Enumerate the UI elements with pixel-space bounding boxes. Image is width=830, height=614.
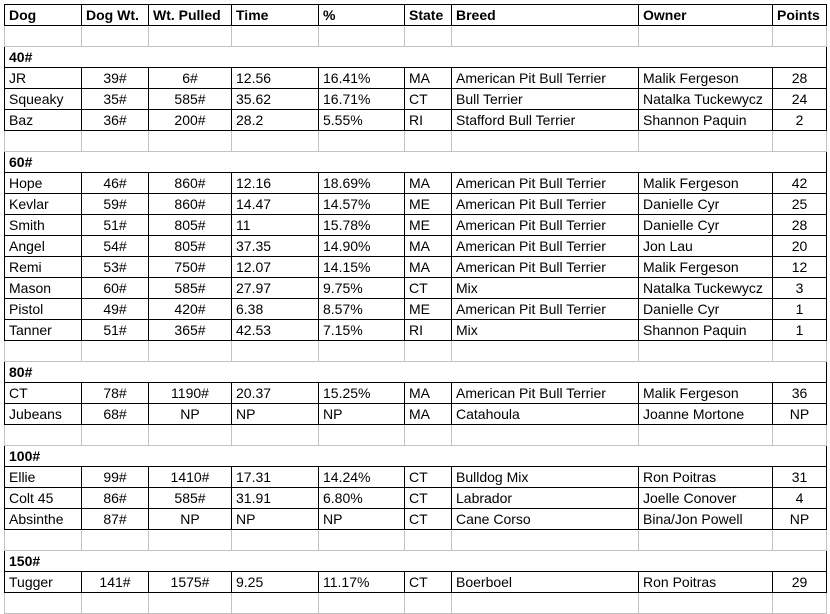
cell-dog: Angel — [5, 236, 82, 257]
cell-dog-wt: 78# — [82, 383, 149, 404]
cell-percent: 15.25% — [319, 383, 405, 404]
cell-points: 28 — [773, 68, 827, 89]
cell-dog-wt: 49# — [82, 299, 149, 320]
cell-percent: 14.15% — [319, 257, 405, 278]
table-body — [5, 5, 827, 614]
cell-breed: American Pit Bull Terrier — [452, 68, 639, 89]
spacer-cell — [5, 341, 82, 362]
results-table — [4, 4, 827, 614]
cell-points: 31 — [773, 467, 827, 488]
cell-dog-wt: 68# — [82, 404, 149, 425]
cell-dog-wt: 86# — [82, 488, 149, 509]
spacer-cell — [232, 341, 319, 362]
cell-points: 2 — [773, 110, 827, 131]
cell-time: 20.37 — [232, 383, 319, 404]
cell-dog: JR — [5, 68, 82, 89]
data-row — [5, 173, 827, 194]
spacer-cell — [639, 593, 773, 614]
section-label: 60# — [5, 152, 827, 173]
cell-dog: Pistol — [5, 299, 82, 320]
spacer-cell — [452, 425, 639, 446]
cell-breed: Cane Corso — [452, 509, 639, 530]
cell-time: 27.97 — [232, 278, 319, 299]
cell-dog: Tugger — [5, 572, 82, 593]
section-header-row — [5, 551, 827, 572]
cell-state: RI — [405, 110, 452, 131]
spacer-row — [5, 341, 827, 362]
cell-percent: 9.75% — [319, 278, 405, 299]
spacer-cell — [232, 425, 319, 446]
cell-points: 36 — [773, 383, 827, 404]
data-row — [5, 110, 827, 131]
cell-breed: Mix — [452, 278, 639, 299]
cell-state: CT — [405, 488, 452, 509]
cell-points: NP — [773, 509, 827, 530]
cell-percent: 8.57% — [319, 299, 405, 320]
cell-dog-wt: 36# — [82, 110, 149, 131]
column-header-owner: Owner — [639, 5, 773, 26]
cell-state: ME — [405, 299, 452, 320]
spacer-cell — [232, 26, 319, 47]
spacer-cell — [232, 593, 319, 614]
spacer-cell — [405, 425, 452, 446]
spacer-row — [5, 131, 827, 152]
cell-points: 25 — [773, 194, 827, 215]
section-header-row — [5, 47, 827, 68]
cell-owner: Ron Poitras — [639, 467, 773, 488]
section-label: 80# — [5, 362, 827, 383]
cell-time: 42.53 — [232, 320, 319, 341]
data-row — [5, 383, 827, 404]
cell-points: 12 — [773, 257, 827, 278]
cell-owner: Joelle Conover — [639, 488, 773, 509]
spacer-cell — [405, 26, 452, 47]
cell-breed: Boerboel — [452, 572, 639, 593]
spacer-cell — [639, 26, 773, 47]
cell-percent: 18.69% — [319, 173, 405, 194]
spacer-cell — [149, 530, 232, 551]
cell-wt-pulled: 1410# — [149, 467, 232, 488]
cell-wt-pulled: NP — [149, 404, 232, 425]
cell-dog: Ellie — [5, 467, 82, 488]
cell-wt-pulled: 805# — [149, 215, 232, 236]
cell-state: MA — [405, 257, 452, 278]
cell-dog: Baz — [5, 110, 82, 131]
cell-percent: 7.15% — [319, 320, 405, 341]
cell-percent: 5.55% — [319, 110, 405, 131]
cell-wt-pulled: 750# — [149, 257, 232, 278]
cell-points: 3 — [773, 278, 827, 299]
cell-owner: Natalka Tuckewycz — [639, 89, 773, 110]
spacer-cell — [452, 131, 639, 152]
cell-breed: American Pit Bull Terrier — [452, 173, 639, 194]
cell-owner: Jon Lau — [639, 236, 773, 257]
spacer-cell — [405, 530, 452, 551]
spacer-cell — [319, 26, 405, 47]
cell-points: 4 — [773, 488, 827, 509]
cell-time: 37.35 — [232, 236, 319, 257]
cell-points: 29 — [773, 572, 827, 593]
cell-state: CT — [405, 572, 452, 593]
spacer-cell — [149, 341, 232, 362]
cell-wt-pulled: NP — [149, 509, 232, 530]
column-header-state: State — [405, 5, 452, 26]
cell-time: NP — [232, 509, 319, 530]
cell-percent: 14.57% — [319, 194, 405, 215]
cell-breed: Labrador — [452, 488, 639, 509]
cell-owner: Ron Poitras — [639, 572, 773, 593]
spacer-cell — [149, 131, 232, 152]
column-header-dog-wt: Dog Wt. — [82, 5, 149, 26]
spacer-cell — [82, 341, 149, 362]
cell-time: 9.25 — [232, 572, 319, 593]
cell-wt-pulled: 1190# — [149, 383, 232, 404]
cell-time: 28.2 — [232, 110, 319, 131]
cell-state: MA — [405, 383, 452, 404]
cell-percent: 11.17% — [319, 572, 405, 593]
cell-breed: American Pit Bull Terrier — [452, 194, 639, 215]
section-header-row — [5, 446, 827, 467]
spacer-cell — [319, 593, 405, 614]
cell-time: 35.62 — [232, 89, 319, 110]
spacer-cell — [452, 341, 639, 362]
cell-wt-pulled: 585# — [149, 89, 232, 110]
cell-wt-pulled: 585# — [149, 278, 232, 299]
cell-breed: American Pit Bull Terrier — [452, 257, 639, 278]
cell-time: 31.91 — [232, 488, 319, 509]
cell-time: 11 — [232, 215, 319, 236]
cell-state: CT — [405, 509, 452, 530]
cell-dog: Colt 45 — [5, 488, 82, 509]
spacer-cell — [232, 131, 319, 152]
cell-dog: Remi — [5, 257, 82, 278]
cell-dog-wt: 60# — [82, 278, 149, 299]
cell-wt-pulled: 200# — [149, 110, 232, 131]
cell-owner: Malik Fergeson — [639, 173, 773, 194]
cell-dog-wt: 35# — [82, 89, 149, 110]
cell-dog-wt: 46# — [82, 173, 149, 194]
cell-breed: American Pit Bull Terrier — [452, 383, 639, 404]
cell-time: 17.31 — [232, 467, 319, 488]
cell-wt-pulled: 860# — [149, 173, 232, 194]
spacer-cell — [639, 131, 773, 152]
cell-wt-pulled: 805# — [149, 236, 232, 257]
cell-dog: Kevlar — [5, 194, 82, 215]
spacer-cell — [639, 341, 773, 362]
spacer-cell — [319, 131, 405, 152]
spacer-cell — [639, 425, 773, 446]
cell-percent: 15.78% — [319, 215, 405, 236]
spacer-cell — [639, 530, 773, 551]
spacer-cell — [5, 593, 82, 614]
spacer-cell — [773, 530, 827, 551]
cell-breed: American Pit Bull Terrier — [452, 299, 639, 320]
cell-dog: Squeaky — [5, 89, 82, 110]
section-label: 40# — [5, 47, 827, 68]
cell-percent: 14.24% — [319, 467, 405, 488]
spacer-row — [5, 530, 827, 551]
cell-wt-pulled: 585# — [149, 488, 232, 509]
cell-points: 24 — [773, 89, 827, 110]
column-header-breed: Breed — [452, 5, 639, 26]
cell-dog: Jubeans — [5, 404, 82, 425]
column-header-time: Time — [232, 5, 319, 26]
cell-owner: Danielle Cyr — [639, 194, 773, 215]
spacer-cell — [232, 530, 319, 551]
cell-state: MA — [405, 404, 452, 425]
cell-breed: Stafford Bull Terrier — [452, 110, 639, 131]
data-row — [5, 236, 827, 257]
cell-dog-wt: 51# — [82, 215, 149, 236]
data-row — [5, 488, 827, 509]
data-row — [5, 509, 827, 530]
column-header-dog: Dog — [5, 5, 82, 26]
cell-time: 12.07 — [232, 257, 319, 278]
section-header-row — [5, 152, 827, 173]
spacer-cell — [5, 425, 82, 446]
cell-wt-pulled: 365# — [149, 320, 232, 341]
cell-dog: CT — [5, 383, 82, 404]
cell-owner: Shannon Paquin — [639, 110, 773, 131]
spacer-cell — [149, 26, 232, 47]
data-row — [5, 404, 827, 425]
cell-points: 1 — [773, 299, 827, 320]
spacer-cell — [773, 425, 827, 446]
cell-owner: Malik Fergeson — [639, 68, 773, 89]
section-header-row — [5, 362, 827, 383]
cell-dog: Smith — [5, 215, 82, 236]
cell-time: 12.56 — [232, 68, 319, 89]
data-row — [5, 194, 827, 215]
data-row — [5, 299, 827, 320]
data-row — [5, 278, 827, 299]
cell-owner: Malik Fergeson — [639, 257, 773, 278]
header-row — [5, 5, 827, 26]
cell-dog: Hope — [5, 173, 82, 194]
cell-dog-wt: 51# — [82, 320, 149, 341]
spacer-cell — [5, 530, 82, 551]
spacer-cell — [452, 530, 639, 551]
data-row — [5, 89, 827, 110]
data-row — [5, 320, 827, 341]
spacer-cell — [82, 131, 149, 152]
spacer-cell — [405, 341, 452, 362]
spacer-row — [5, 425, 827, 446]
spacer-row — [5, 593, 827, 614]
cell-percent: 16.71% — [319, 89, 405, 110]
cell-wt-pulled: 6# — [149, 68, 232, 89]
cell-breed: Bull Terrier — [452, 89, 639, 110]
spacer-cell — [773, 26, 827, 47]
spacer-cell — [773, 341, 827, 362]
spacer-cell — [773, 593, 827, 614]
cell-wt-pulled: 1575# — [149, 572, 232, 593]
spacer-row — [5, 26, 827, 47]
cell-owner: Danielle Cyr — [639, 215, 773, 236]
spacer-cell — [405, 131, 452, 152]
cell-owner: Natalka Tuckewycz — [639, 278, 773, 299]
spacer-cell — [149, 593, 232, 614]
cell-state: MA — [405, 236, 452, 257]
data-row — [5, 257, 827, 278]
spacer-cell — [82, 530, 149, 551]
cell-state: RI — [405, 320, 452, 341]
column-header-percent: % — [319, 5, 405, 26]
cell-owner: Joanne Mortone — [639, 404, 773, 425]
cell-points: 28 — [773, 215, 827, 236]
cell-points: NP — [773, 404, 827, 425]
column-header-wt-pulled: Wt. Pulled — [149, 5, 232, 26]
cell-time: NP — [232, 404, 319, 425]
spacer-cell — [452, 26, 639, 47]
cell-dog: Mason — [5, 278, 82, 299]
cell-dog-wt: 141# — [82, 572, 149, 593]
cell-dog-wt: 59# — [82, 194, 149, 215]
column-header-points: Points — [773, 5, 827, 26]
cell-owner: Bina/Jon Powell — [639, 509, 773, 530]
cell-percent: NP — [319, 404, 405, 425]
cell-state: CT — [405, 89, 452, 110]
cell-breed: American Pit Bull Terrier — [452, 215, 639, 236]
spacer-cell — [82, 593, 149, 614]
spacer-cell — [319, 530, 405, 551]
data-row — [5, 572, 827, 593]
data-row — [5, 68, 827, 89]
cell-dog-wt: 53# — [82, 257, 149, 278]
cell-percent: 16.41% — [319, 68, 405, 89]
cell-owner: Shannon Paquin — [639, 320, 773, 341]
cell-time: 14.47 — [232, 194, 319, 215]
cell-dog: Absinthe — [5, 509, 82, 530]
cell-state: ME — [405, 194, 452, 215]
spacer-cell — [149, 425, 232, 446]
cell-wt-pulled: 860# — [149, 194, 232, 215]
cell-percent: 6.80% — [319, 488, 405, 509]
cell-breed: Bulldog Mix — [452, 467, 639, 488]
data-row — [5, 215, 827, 236]
cell-state: CT — [405, 278, 452, 299]
spacer-cell — [5, 26, 82, 47]
cell-breed: American Pit Bull Terrier — [452, 236, 639, 257]
cell-wt-pulled: 420# — [149, 299, 232, 320]
spacer-cell — [452, 593, 639, 614]
spacer-cell — [405, 593, 452, 614]
spacer-cell — [5, 131, 82, 152]
cell-state: MA — [405, 68, 452, 89]
cell-dog-wt: 87# — [82, 509, 149, 530]
spacer-cell — [773, 131, 827, 152]
cell-state: MA — [405, 173, 452, 194]
spacer-cell — [319, 425, 405, 446]
cell-percent: NP — [319, 509, 405, 530]
cell-dog-wt: 99# — [82, 467, 149, 488]
spacer-cell — [319, 341, 405, 362]
spacer-cell — [82, 425, 149, 446]
data-row — [5, 467, 827, 488]
cell-time: 6.38 — [232, 299, 319, 320]
cell-owner: Danielle Cyr — [639, 299, 773, 320]
cell-points: 20 — [773, 236, 827, 257]
cell-dog-wt: 39# — [82, 68, 149, 89]
cell-owner: Malik Fergeson — [639, 383, 773, 404]
cell-state: CT — [405, 467, 452, 488]
cell-breed: Catahoula — [452, 404, 639, 425]
cell-dog: Tanner — [5, 320, 82, 341]
cell-points: 42 — [773, 173, 827, 194]
cell-state: ME — [405, 215, 452, 236]
section-label: 100# — [5, 446, 827, 467]
cell-breed: Mix — [452, 320, 639, 341]
cell-time: 12.16 — [232, 173, 319, 194]
spacer-cell — [82, 26, 149, 47]
cell-dog-wt: 54# — [82, 236, 149, 257]
cell-percent: 14.90% — [319, 236, 405, 257]
cell-points: 1 — [773, 320, 827, 341]
section-label: 150# — [5, 551, 827, 572]
